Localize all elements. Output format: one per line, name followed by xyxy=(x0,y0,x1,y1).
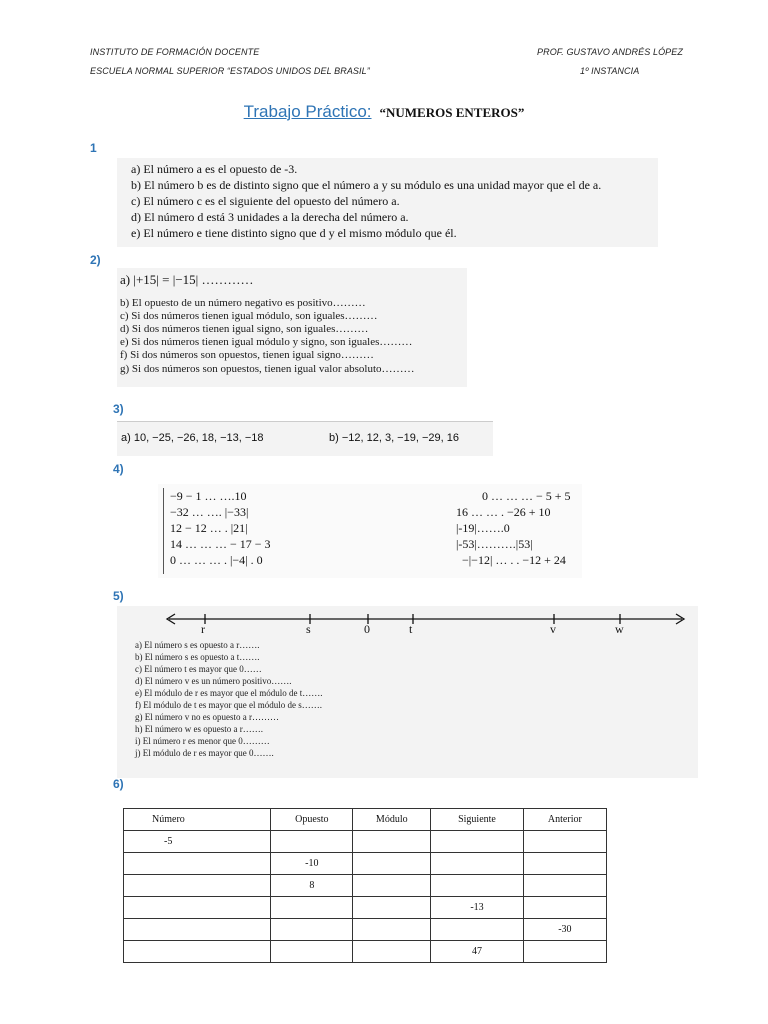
table-cell: -10 xyxy=(271,853,353,875)
table-row xyxy=(124,853,607,875)
exercise-3-box xyxy=(117,421,493,456)
number-line-label: 0 xyxy=(364,622,370,636)
ex4-right-item: 16 … … . −26 + 10 xyxy=(456,505,551,519)
ex3-sequence-b: b) −12, 12, 3, −19, −29, 16 xyxy=(329,432,459,444)
exercise-4-number: 4) xyxy=(113,462,124,476)
header-modulo: Módulo xyxy=(353,809,431,831)
table-cell xyxy=(353,831,431,853)
table-cell xyxy=(271,941,353,963)
table-cell xyxy=(353,875,431,897)
ex4-right-item: 0 … … … − 5 + 5 xyxy=(482,489,571,503)
ex5-item: b) El número s es opuesto a t……. xyxy=(135,652,260,662)
ex2-item: e) Si dos números tienen igual módulo y signo, son iguales……… xyxy=(120,336,413,348)
ex2-item: c) Si dos números tienen igual módulo, son iguales……… xyxy=(120,310,378,322)
number-line-label: r xyxy=(201,622,205,636)
page-title xyxy=(0,102,768,122)
ex1-item: b) El número b es de distinto signo que el número a y su módulo es una unidad mayor que el de a. xyxy=(131,178,602,192)
table-cell xyxy=(523,897,606,919)
ex1-item: d) El número d está 3 unidades a la derecha del número a. xyxy=(131,210,409,224)
exercise-1-box xyxy=(117,158,658,247)
ex1-item: a) El número a es el opuesto de -3. xyxy=(131,162,298,176)
ex2-item: a) |+15| = |−15| ………… xyxy=(120,272,254,287)
header-opuesto: Opuesto xyxy=(271,809,353,831)
exercise-5-box xyxy=(117,606,698,778)
ex5-item: d) El número v es un número positivo……. xyxy=(135,676,292,686)
table-cell xyxy=(431,853,524,875)
table-cell xyxy=(124,919,271,941)
number-line-label: w xyxy=(615,622,624,636)
exercise-3-number: 3) xyxy=(113,402,124,416)
ex1-item: e) El número e tiene distinto signo que d y el mismo módulo que él. xyxy=(131,226,457,240)
ex4-left-item: 12 − 12 … . |21| xyxy=(170,521,248,535)
table-cell xyxy=(124,897,271,919)
table-cell xyxy=(271,831,353,853)
table-row xyxy=(124,875,607,897)
table-cell xyxy=(523,831,606,853)
header-numero: Número xyxy=(124,809,271,831)
table-row xyxy=(124,897,607,919)
header-siguiente: Siguiente xyxy=(431,809,524,831)
ex5-item: f) El módulo de t es mayor que el módulo de s……. xyxy=(135,700,322,710)
ex5-item: h) El número w es opuesto a r……. xyxy=(135,724,263,734)
exercise-1-number: 1 xyxy=(90,141,97,155)
ex4-right-item: |-53|……….|53| xyxy=(456,537,533,551)
ex5-item: a) El número s es opuesto a r……. xyxy=(135,640,260,650)
ex3-sequence-a: a) 10, −25, −26, 18, −13, −18 xyxy=(121,432,264,444)
table-cell xyxy=(523,875,606,897)
table-cell: 47 xyxy=(431,941,524,963)
table-cell xyxy=(353,919,431,941)
school-name: ESCUELA NORMAL SUPERIOR “ESTADOS UNIDOS DEL BRASIL” xyxy=(90,66,370,76)
instance-label: 1º INSTANCIA xyxy=(580,66,640,76)
table-cell xyxy=(353,897,431,919)
number-line-label: s xyxy=(306,622,311,636)
ex5-item: g) El número v no es opuesto a r……… xyxy=(135,712,279,722)
table-cell xyxy=(431,831,524,853)
ex4-right-item: |-19|…….0 xyxy=(456,521,510,535)
ex4-left-item: 0 … … … . |−4| . 0 xyxy=(170,553,263,567)
table-row xyxy=(124,919,607,941)
ex5-item: e) El módulo de r es mayor que el módulo de t……. xyxy=(135,688,323,698)
institute-name: INSTITUTO DE FORMACIÓN DOCENTE xyxy=(90,47,260,57)
exercise-6-number: 6) xyxy=(113,777,124,791)
exercise-4-box xyxy=(158,484,582,578)
table-cell: -30 xyxy=(523,919,606,941)
ex4-left-item: −32 … …. |−33| xyxy=(170,505,249,519)
title-topic: “NUMEROS ENTEROS” xyxy=(379,105,525,120)
table-cell: -5 xyxy=(124,831,271,853)
ex2-item: g) Si dos números son opuestos, tienen igual valor absoluto……… xyxy=(120,363,415,375)
table-cell xyxy=(271,897,353,919)
table-cell xyxy=(353,853,431,875)
table-cell xyxy=(353,941,431,963)
title-label: Trabajo Práctico: xyxy=(243,102,372,121)
ex4-right-item: −|−12| … . . −12 + 24 xyxy=(462,553,566,567)
table-cell xyxy=(124,853,271,875)
table-cell xyxy=(431,919,524,941)
ex5-item: i) El número r es menor que 0……… xyxy=(135,736,270,746)
ex4-left-item: 14 … … … − 17 − 3 xyxy=(170,537,271,551)
ex2-item: b) El opuesto de un número negativo es positivo……… xyxy=(120,297,366,309)
table-header-row xyxy=(124,809,607,831)
number-line-label: t xyxy=(409,622,413,636)
exercise-2-box xyxy=(117,268,467,387)
table-cell xyxy=(124,875,271,897)
table-cell: -13 xyxy=(431,897,524,919)
header-anterior: Anterior xyxy=(523,809,606,831)
exercise-5-number: 5) xyxy=(113,589,124,603)
table-cell xyxy=(523,941,606,963)
table-cell xyxy=(271,919,353,941)
professor-name: PROF. GUSTAVO ANDRÉS LÓPEZ xyxy=(537,47,683,57)
ex1-item: c) El número c es el siguiente del opuesto del número a. xyxy=(131,194,400,208)
number-line-label: v xyxy=(550,622,556,636)
ex4-left-rule xyxy=(163,488,164,574)
table-cell xyxy=(124,941,271,963)
table-cell xyxy=(523,853,606,875)
values-table xyxy=(123,808,607,963)
ex5-item: j) El módulo de r es mayor que 0……. xyxy=(135,748,274,758)
ex5-item: c) El número t es mayor que 0…… xyxy=(135,664,262,674)
ex2-item: d) Si dos números tienen igual signo, son iguales……… xyxy=(120,323,369,335)
table-cell: 8 xyxy=(271,875,353,897)
exercise-2-number: 2) xyxy=(90,253,101,267)
table-cell xyxy=(431,875,524,897)
table-row xyxy=(124,831,607,853)
table-row xyxy=(124,941,607,963)
ex2-item: f) Si dos números son opuestos, tienen igual signo……… xyxy=(120,349,374,361)
ex4-left-item: −9 − 1 … ….10 xyxy=(170,489,247,503)
